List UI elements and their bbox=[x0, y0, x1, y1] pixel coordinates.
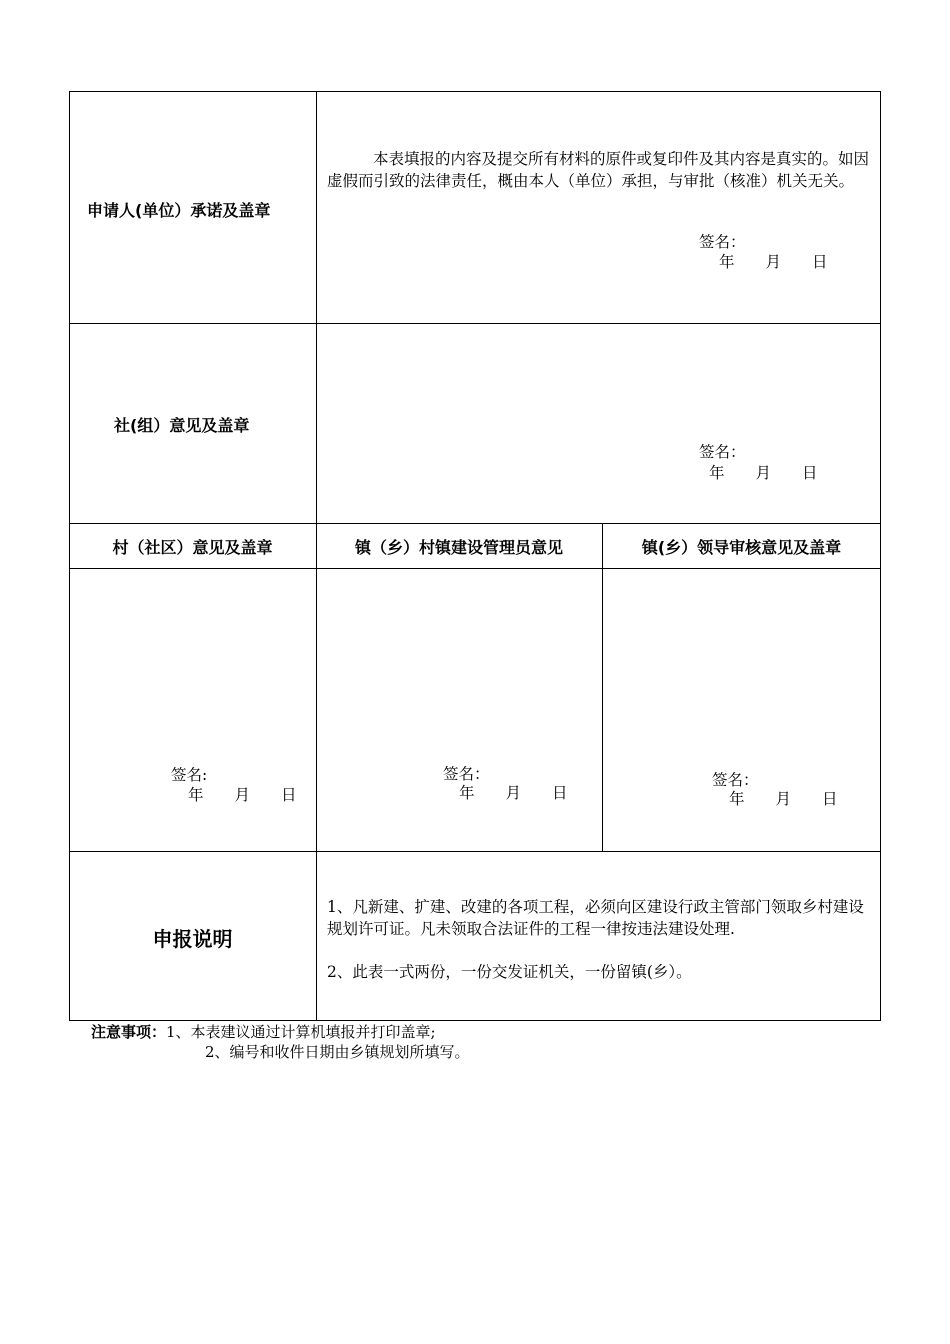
column-divider bbox=[602, 523, 603, 852]
declaration-item-1: 1、凡新建、扩建、改建的各项工程，必须向区建设行政主管部门领取乡村建设规划许可证。凡未领取合法证件的工程一律按违法建设处理. bbox=[327, 898, 864, 938]
row-divider bbox=[69, 323, 881, 324]
application-form-table bbox=[69, 91, 881, 1021]
declaration-item-2: 2、此表一式两份，一份交发证机关，一份留镇(乡）。 bbox=[327, 963, 692, 981]
applicant-date-label: 年 月 日 bbox=[719, 253, 828, 271]
applicant-signature-label: 签名： bbox=[699, 233, 746, 251]
group-date-label: 年 月 日 bbox=[709, 464, 818, 482]
notes-section bbox=[91, 1022, 470, 1062]
leader-signature-label: 签名： bbox=[712, 771, 759, 789]
leader-date-label: 年 月 日 bbox=[729, 790, 838, 808]
table-border-bottom bbox=[69, 1020, 881, 1021]
notes-line-1 bbox=[91, 1022, 470, 1042]
table-border-top bbox=[69, 91, 881, 92]
manager-date-label: 年 月 日 bbox=[459, 784, 568, 802]
notes-title: 注意事项： bbox=[91, 1023, 167, 1041]
notes-item-2: 2、编号和收件日期由乡镇规划所填写。 bbox=[205, 1043, 470, 1061]
column-divider bbox=[316, 851, 317, 1021]
group-signature-label: 签名： bbox=[699, 443, 746, 461]
row-divider bbox=[69, 568, 881, 569]
group-opinion-label: 社(组）意见及盖章 bbox=[114, 416, 250, 435]
applicant-pledge-text: 本表填报的内容及提交所有材料的原件或复印件及其内容是真实的。如因虚假而引致的法律责任，概由本人（单位）承担，与审批（核准）机关无关。 bbox=[327, 150, 870, 190]
manager-signature-label: 签名： bbox=[443, 765, 490, 783]
applicant-pledge-label: 申请人(单位）承诺及盖章 bbox=[87, 201, 271, 220]
manager-opinion-header: 镇（乡）村镇建设管理员意见 bbox=[354, 538, 563, 557]
notes-line-2 bbox=[91, 1042, 470, 1062]
village-signature-label: 签名: bbox=[171, 766, 208, 784]
notes-item-1: 1、本表建议通过计算机填报并打印盖章; bbox=[166, 1023, 436, 1041]
village-opinion-header: 村（社区）意见及盖章 bbox=[112, 538, 273, 557]
village-date-label: 年 月 日 bbox=[188, 786, 297, 804]
column-divider bbox=[316, 523, 317, 852]
column-divider bbox=[316, 91, 317, 568]
row-divider bbox=[69, 523, 881, 524]
row-divider bbox=[69, 851, 881, 852]
leader-opinion-header: 镇(乡）领导审核意见及盖章 bbox=[641, 538, 842, 557]
declaration-label: 申报说明 bbox=[152, 927, 233, 951]
